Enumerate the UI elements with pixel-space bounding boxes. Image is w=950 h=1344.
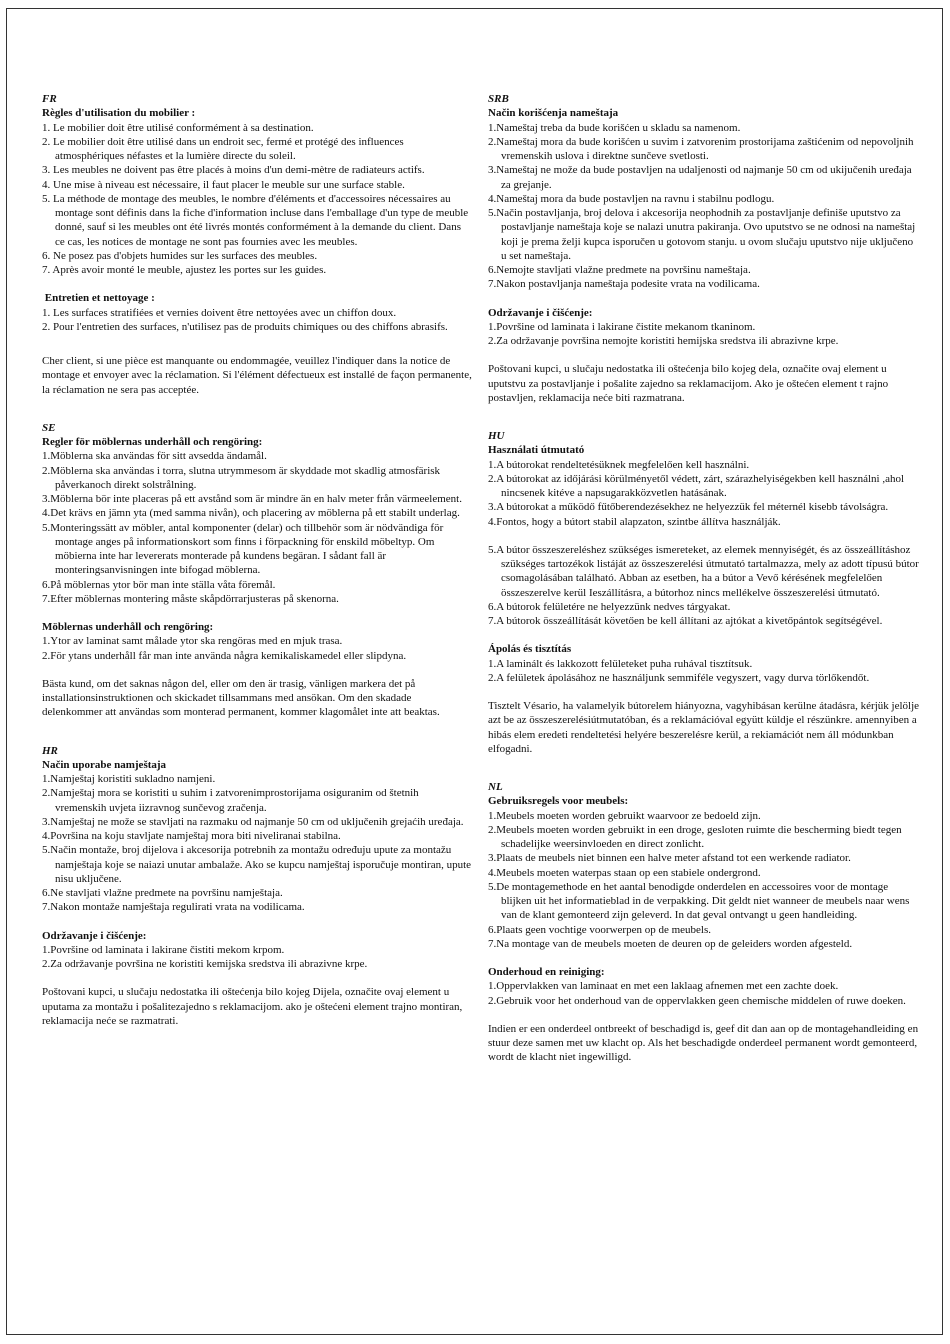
hu-rules-title: Használati útmutató [488,444,585,457]
nl-rule: 2.Meubels moeten worden gebruikt in een droge, gesloten ruimte die bescherming biedt tegen schadelijke weersinvloeden en direct zonlicht. [488,823,902,850]
se-rule: 3.Möblerna bör inte placeras på ett avstånd som är mindre än en halv meter från värmeelement. [42,493,462,505]
nl-rule: 6.Plaats geen vochtige voorwerpen op de meubels. [488,923,711,936]
hr-rule: 6.Ne stavljati vlažne predmete na površinu namještaja. [42,887,283,899]
fr-customer-note: Cher client, si une pièce est manquante ou endommagée, veuillez l'indiquer dans la notice de montage et envoyer avec la réclamation. Si l'élément défectueux est installé de façon permanente, la réclamation ne sera pas acceptée. [42,355,472,396]
srb-rule: 6.Nemojte stavljati vlažne predmete na površinu nameštaja. [488,264,751,276]
nl-rules-title: Gebruiksregels voor meubels: [488,795,629,808]
se-rule: 1.Möblerna ska användas för sitt avsedda ändamål. [42,450,267,463]
hu-rule: 3.A bútorokat a működő fűtőberendezésekhez ne helyezzük fel méternél kisebb távolságra. [488,501,889,514]
nl-customer-note: Indien er een onderdeel ontbreekt of beschadigd is, geef dit dan aan op de montagehandleiding en stuur deze samen met uw klacht op. Als het beschadigde onderdeel permanent wordt gemonteerd, wordt de klacht niet ingewilligd. [488,1022,919,1064]
se-rule: 5.Monteringssätt av möbler, antal komponenter (delar) och tillbehör som är nödvändiga för montage anges på informationskort som finns i förpackning för enskild möbeltyp. Om möbierna inte har levererats monterade på kundens begäran. I sådant fall är monteringsanvisningen inte bifogad möblerna. [42,521,444,577]
se-rules-title: Regler för möblernas underhåll och rengöring: [42,436,263,448]
language-code-hr: HR [42,744,58,757]
srb-rule: 5.Način postavljanja, broj delova i akcesorija neophodnih za postavljanje definiše uputstvo za postavljanje nameštaja koje se nalazi unutra pakiranja. Ovo uputstvo se ne odnosi na nameštaj koji je prema želji kupca isporučen u gotovom stanju. u ovom slučaju uputstvo nije uključeno u set nameštaja. [488,207,916,262]
hu-care-item: 1.A laminált és lakkozott felületeket puha ruhával tisztítsuk. [488,657,753,670]
se-rule: 4.Det krävs en jämn yta (med samma nivån), och placering av möblerna på ett stabilt underlag. [42,507,460,520]
hr-rule: 4.Površina na koju stavljate namještaj mora biti niveliranai stabilna. [42,830,341,842]
srb-care-item: 2.Za održavanje površina nemojte koristiti hemijska sredstva ili abrazivne krpe. [488,335,839,347]
fr-rules-title: Règles d'utilisation du mobilier : [42,107,196,120]
nl-rule: 1.Meubels moeten worden gebruikt waarvoor ze bedoeld zijn. [488,809,761,822]
se-care-item: 1.Ytor av laminat samt målade ytor ska rengöras med en mjuk trasa. [42,635,343,648]
nl-care-item: 1.Oppervlakken van laminaat en met een laklaag afnemen met een zachte doek. [488,980,839,993]
srb-customer-note: Poštovani kupci, u slučaju nedostatka ili oštećenja bilo kojeg dela, označite ovaj element u uputstvu za postavljanje i pošalite zajedno sa reklamacijom. Ako je oštećen element t rajno postavljen, reklamacija neće biti razmatrana. [488,363,889,404]
hr-rules-title: Način uporabe namještaja [42,758,167,771]
section-se [42,421,472,720]
nl-rule: 3.Plaats de meubels niet binnen een halve meter afstand tot een werkende radiator. [488,852,851,865]
nl-rule: 7.Na montage van de meubels moeten de deuren op de geleiders worden afgesteld. [488,937,853,950]
srb-care-item: 1.Površine od laminata i lakirane čistite mekanom tkaninom. [488,320,756,333]
fr-care-item: 2. Pour l'entretien des surfaces, n'utilisez pas de produits chimiques ou des chiffons abrasifs. [42,320,448,333]
hu-rule: 1.A bútorokat rendeltetésüknek megfelelően kell használni. [488,458,750,471]
hu-rule: 7.A bútorok összeállítását követően be kell állítani az ajtókat a kivetőpántok segítségével. [488,615,883,627]
section-fr [42,92,472,397]
srb-rule: 1.Nameštaj treba da bude korišćen u skladu sa namenom. [488,121,741,134]
hu-care-title: Ápolás és tisztítás [488,643,572,656]
language-code-srb: SRB [488,93,509,105]
se-care-item: 2.För ytans underhåll får man inte använda några kemikaliskamedel eller slipdyna. [42,649,407,662]
fr-care-title: Entretien et nettoyage : [42,292,155,305]
se-care-title: Möblernas underhåll och rengöring: [42,621,214,633]
section-hu [488,429,920,756]
se-rule: 2.Möblerna ska användas i torra, slutna utrymmesom är skyddade mot skadlig atmosfärisk påverkanoch direkt solstrålning. [42,464,441,491]
left-column [42,92,472,1052]
hr-care-item: 1.Površine od laminata i lakirane čistiti mekom krpom. [42,943,285,956]
fr-rule: 4. Une mise à niveau est nécessaire, il faut placer le meuble sur une surface stable. [42,178,405,191]
hu-care-item: 2.A felületek ápolásához ne használjunk semmiféle vegyszert, vagy durva törlőkendőt. [488,671,870,684]
hr-care-item: 2.Za održavanje površina ne koristiti kemijska sredstva ili abrazivne krpe. [42,958,368,970]
se-rule: 7.Efter möblernas montering måste skåpdörrarjusteras på skenorna. [42,592,339,605]
hr-rule: 5.Način montaže, broj dijelova i akcesorija potrebnih za montažu određuju upute za montažu namještaja koje se naiazi unutar ambalaže. Ako se kupcu namještaj isporučuje montiran, upute nisu uključene. [42,844,472,885]
hu-rule: 6.A bútorok felületére ne helyezzünk nedves tárgyakat. [488,600,731,613]
language-code-hu: HU [488,430,505,442]
fr-rule: 1. Le mobilier doit être utilisé conformément à sa destination. [42,121,314,134]
nl-rule: 5.De montagemethode en het aantal benodigde onderdelen en accessoires voor de montage blijken uit het informatieblad in de verpakking. Dit geldt niet wanneer de meubels naar wens van de klant gemonteerd zijn geleverd. In dat geval ontvangt u geen handleiding. [488,880,910,922]
srb-rules-title: Način korišćenja nameštaja [488,107,619,120]
nl-rule: 4.Meubels moeten waterpas staan op een stabiele ondergrond. [488,866,761,879]
srb-rule: 4.Nameštaj mora da bude postavljen na ravnu i stabilnu podlogu. [488,192,775,205]
fr-rule: 2. Le mobilier doit être utilisé dans un endroit sec, fermé et protégé des influences atmosphériques néfastes et la lumière directe du soleil. [42,135,404,162]
nl-care-item: 2.Gebruik voor het onderhoud van de oppervlakken geen chemische middelen of ruwe doeken. [488,994,906,1007]
srb-rule: 3.Nameštaj ne može da bude postavljen na udaljenosti od najmanje 50 cm od ukijučenih uređaja za grejanje. [488,164,912,191]
language-code-fr: FR [42,93,57,105]
right-column [488,92,920,1089]
srb-rule: 7.Nakon postavljanja nameštaja podesite vrata na vodilicama. [488,278,760,291]
fr-rule: 3. Les meubles ne doivent pas être placés à moins d'un demi-mètre de radiateurs actifs. [42,164,425,177]
spacer [488,529,920,543]
hr-care-title: Održavanje i čišćenje: [42,929,147,942]
hu-customer-note: Tisztelt Vésario, ha valamelyik bútorelem hiányozna, vagyhibásan kerülne átadásra, kérjük jelölje azt be az összeszerelésiútmutatóban, és a reklamációval együtt küldje el részünkre. amennyiben a hibás elem eredeti rendeltetési helyére beszerelésre kerül, a rekiamációt nem áll módunkban elfogadni. [488,700,920,755]
section-srb [488,92,920,405]
se-rule: 6.På möblernas ytor bör man inte ställa våta föremål. [42,578,276,591]
fr-rule: 5. La méthode de montage des meubles, le nombre d'éléments et d'accessoires nécessaires au montage sont définis dans la fiche d'information incluse dans l'emballage d'un type de meuble donné, sauf si les meubles ont été livrés montés conformément à la demande du client. Dans ce cas, les notices de montage ne sont pas fournies avec les meubles. [42,192,469,248]
hr-rule: 1.Namještaj koristiti sukladno namjeni. [42,773,216,785]
fr-rule: 7. Après avoir monté le meuble, ajustez les portes sur les guides. [42,264,327,276]
language-code-nl: NL [488,781,503,793]
nl-care-title: Onderhoud en reiniging: [488,966,605,978]
language-code-se: SE [42,421,56,434]
hr-rule: 3.Namještaj ne može se stavljati na razmaku od najmanje 50 cm od uključenih grejaćih uređaja. [42,815,464,828]
hr-customer-note: Poštovani kupci, u slučaju nedostatka ili oštećenja bilo kojeg Dijela, označite ovaj element u uputama za montažu i pošalitezajedno s reklamacijom. ako je oštećeni element trajno montiran, reklamacija neće se razmatrati. [42,986,463,1027]
hr-rule: 2.Namještaj mora se koristiti u suhim i zatvorenimprostorijama osiguranim od štetnih vremenskih uvjeta iizravnog sunčevog zračenja. [42,787,419,814]
hu-rule: 2.A bútorokat az időjárási körülményetől védett, zárt, szárazhelyiségekben kell használni ,ahol nincsenek kitéve a napsugarakközvetlen hatásának. [488,472,905,499]
hu-rule: 5.A bútor összeszereléshez szükséges ismereteket, az elemek mennyiségét, és az összeállításhoz szükséges tartozékok listáját az összeszerelési útmutató tartalmazza, mely az adott típusú bútor csomagolásában található. Abban az esetben, ha a bútor a Vevő kérésének megfelelően összeszerelve kerül Ieszállításra, a bútorhoz nincs mellékelve összeszerelési útmutató. [488,543,919,599]
srb-rule: 2.Nameštaj mora da bude korišćen u suvim i zatvorenim prostorijama zaštićenim od nepovoljnih vremenskih uslova i direktne sunčeve svetlosti. [488,135,914,162]
srb-care-title: Održavanje i čišćenje: [488,306,593,319]
section-hr [42,744,472,1029]
hu-rule: 4.Fontos, hogy a bútort stabil alapzaton, szintbe állítva használják. [488,515,781,528]
fr-rule: 6. Ne posez pas d'objets humides sur les surfaces des meubles. [42,249,318,262]
fr-care-item: 1. Les surfaces stratifiées et vernies doivent être nettoyées avec un chiffon doux. [42,306,397,319]
section-nl [488,780,920,1065]
se-customer-note: Bästa kund, om det saknas någon del, eller om den är trasig, vänligen markera det på installationsinstruktionen och skickadet tillsammans med ansökan. Om den skadade delenkommer att användas som monterad permanent, kommer klagomålet inte att beaktas. [42,677,440,719]
hr-rule: 7.Nakon montaže namještaja regulirati vrata na vodilicama. [42,901,305,914]
